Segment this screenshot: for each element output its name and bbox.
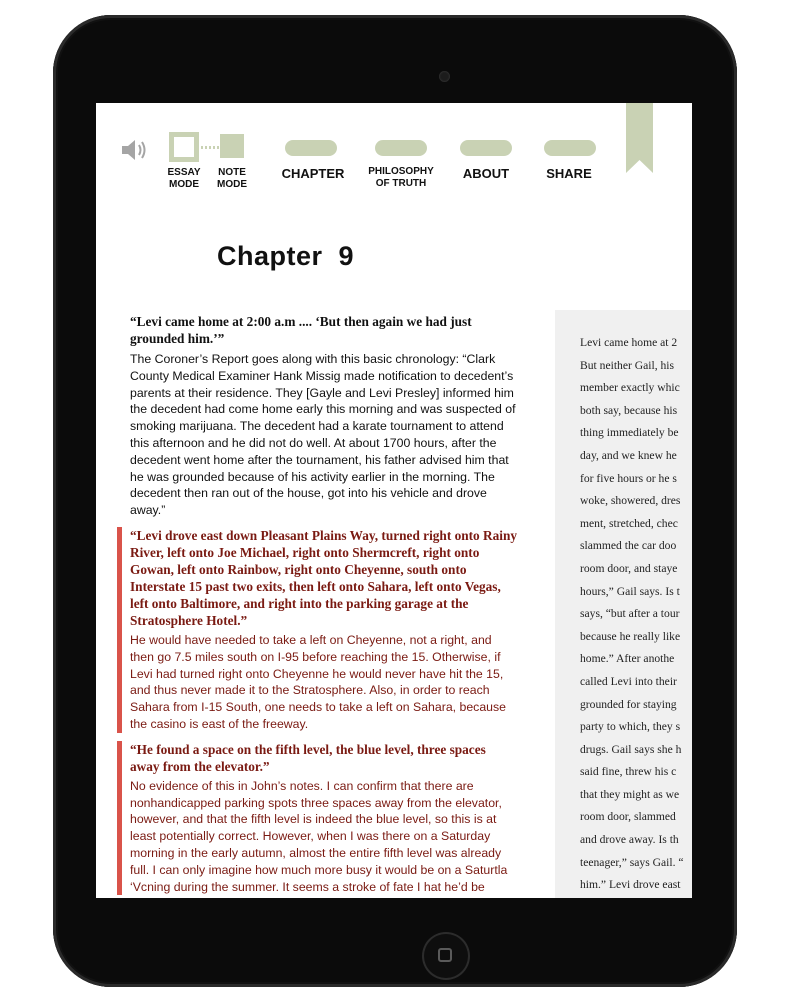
note-block[interactable] <box>130 527 518 733</box>
chapter-title: Chapter 9 <box>217 241 355 271</box>
note-mode-label-line2: MODE <box>217 179 247 190</box>
original-text-panel[interactable] <box>555 310 692 898</box>
pull-quote: “Levi came home at 2:00 a.m .... ‘But then again we had just grounded him.’” <box>130 314 472 346</box>
mode-connector <box>201 146 219 149</box>
note-marker-bar <box>117 527 122 733</box>
original-text-line: room door, and staye <box>580 561 678 575</box>
original-text-line: and drove away. Is th <box>580 833 679 847</box>
original-text-line: member exactly whic <box>580 381 680 395</box>
tab-philosophy-of-truth[interactable] <box>351 166 451 190</box>
body-paragraph: The Coroner’s Report goes along with this basic chronology: “Clark County Medical Examiner Hank Missig made notification to decedent’s parents at their residence. They [Gayle and Levi Presley] informed him the decedent had come home early this morning and was suspected of smoking marijuana. The decedent had a karate tournament to attend this afternoon and he did not do well. At about 1700 hours, after the decedent went home after the tournament, his father advised him that he was grounded because of his activity earlier in the morning. The decedent then ran out of the house, got into his vehicle and drove away.” <box>130 352 516 518</box>
home-square-icon <box>438 948 452 962</box>
philosophy-label-line1: PHILOSOPHY <box>368 166 434 177</box>
note-marker-bar <box>117 741 122 896</box>
share-tab-pill[interactable] <box>544 140 596 156</box>
original-text-line: But neither Gail, his <box>580 358 675 372</box>
essay-mode-label-line2: MODE <box>169 179 199 190</box>
original-text-line: thing immediately be <box>580 426 679 440</box>
original-text-line: day, and we knew he <box>580 448 677 462</box>
original-text-line: says, “but after a tour <box>580 607 680 621</box>
about-tab-pill[interactable] <box>460 140 512 156</box>
original-text-line: room door, slammed <box>580 810 676 824</box>
essay-mode-label-line1: ESSAY <box>167 167 201 178</box>
speaker-icon[interactable] <box>120 137 150 163</box>
app-screen <box>96 103 692 898</box>
note-mode-label-line1: NOTE <box>218 167 246 178</box>
tab-share[interactable]: SHARE <box>546 166 592 181</box>
original-text-line: that they might as we <box>580 787 680 801</box>
note-body: He would have needed to take a left on Cheyenne, not a right, and then go 7.5 miles south on I-95 before reaching the 15. Otherwise, if Levi had turned right onto Cheyenne he would never have hit the 15, and thus never made it to the Stratosphere. Also, in order to reach Sahara from I-15 South, one needs to take a left on Sahara, because the casino is east of the freeway. <box>130 632 506 731</box>
chapter-tab-pill[interactable] <box>285 140 337 156</box>
essay-mode-label[interactable] <box>160 167 208 191</box>
original-text-line: hours,” Gail says. Is t <box>580 584 680 598</box>
tab-about[interactable]: ABOUT <box>462 166 510 181</box>
philosophy-tab-pill[interactable] <box>375 140 427 156</box>
note-mode-label[interactable] <box>208 167 256 191</box>
original-text-line: because he really like <box>580 629 681 643</box>
original-text-line: for five hours or he s <box>580 471 677 485</box>
note-quote: “He found a space on the fifth level, the blue level, three spaces away from the elevator.” <box>130 741 486 774</box>
original-text-line: woke, showered, dres <box>580 494 681 508</box>
original-text-line: him.” Levi drove east <box>580 878 681 892</box>
original-text <box>580 336 692 898</box>
camera-icon <box>439 71 450 82</box>
original-text-line: teenager,” says Gail. “ <box>580 855 684 869</box>
original-text-line: slammed the car doo <box>580 539 677 553</box>
original-text-line: said fine, threw his c <box>580 765 677 779</box>
essay-column <box>130 313 518 895</box>
philosophy-label-line2: OF TRUTH <box>375 178 427 189</box>
note-body: No evidence of this in John’s notes. I can confirm that there are nonhandicapped parking spots three spaces away from the elevator, however, and that the fifth level is indeed the blue level, so this is at least potentially correct. However, when I was there on a Saturday morning in the early autumn, almost the entire fifth level was already full. I can only imagine how much more busy it would be on a Saturtla ‘Vcning during the summer. It seems a stroke of fate I hat he’d be <box>130 778 508 894</box>
original-text-line: both say, because his <box>580 403 678 417</box>
tab-chapter[interactable]: CHAPTER <box>281 166 345 181</box>
home-button-icon[interactable] <box>422 932 470 980</box>
bookmark-icon[interactable] <box>626 103 653 173</box>
original-text-line: home.” After anothe <box>580 652 675 666</box>
essay-mode-toggle[interactable] <box>169 132 199 162</box>
note-quote: “Levi drove east down Pleasant Plains Way, turned right onto Rainy River, left onto Joe Michael, right onto Shermcreft, right onto Gowan, left onto Rainbow, right onto Cheyenne, south onto Interstate 15 past two exits, then left onto Sahara, left onto Vegas, left onto Baltimore, and right into the parking garage at the Stratosphere Hotel.” <box>130 527 517 628</box>
original-text-line: called Levi into their <box>580 674 677 688</box>
original-text-line: drugs. Gail says she h <box>580 742 682 756</box>
original-text-line: Levi came home at 2 <box>580 336 678 349</box>
original-text-line: ment, stretched, chec <box>580 516 678 530</box>
original-text-line: grounded for staying <box>580 697 677 711</box>
note-block[interactable] <box>130 741 518 896</box>
original-text-line: party to which, they s <box>580 720 681 734</box>
note-mode-toggle[interactable] <box>220 134 244 158</box>
